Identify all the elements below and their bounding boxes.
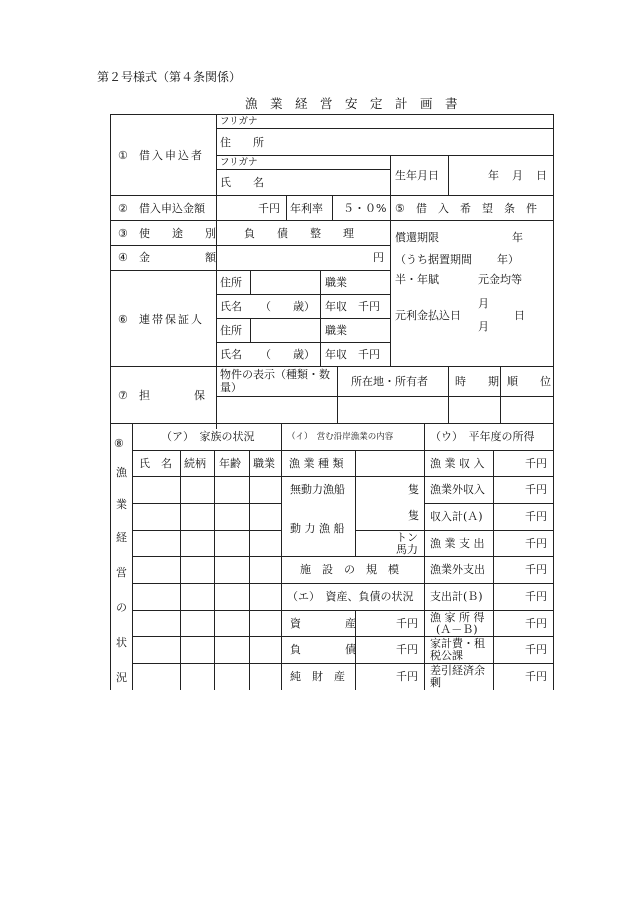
- birth-year: 年: [488, 169, 499, 182]
- status-vertical-3: 経: [116, 531, 127, 544]
- income-title: （ウ） 平年度の所得: [430, 430, 535, 443]
- nonpowered-boat: 無動力漁船: [290, 483, 345, 496]
- guarantor-income-2: 年収 千円: [325, 348, 380, 361]
- income-row-3: 収入計(Ａ): [430, 510, 483, 523]
- divider: [132, 530, 281, 531]
- family-col-relation: 続柄: [184, 457, 206, 470]
- divider: [110, 366, 553, 367]
- nonpowered-unit: 隻: [408, 483, 419, 496]
- divider: [216, 128, 553, 129]
- amount-number: ④: [118, 251, 128, 264]
- income-row-8: 家計費・租: [430, 637, 485, 650]
- status-vertical-7: 況: [116, 671, 127, 684]
- divider: [132, 476, 553, 477]
- net-assets-label: 純 財 産: [290, 670, 345, 683]
- rate-label: 年利率: [290, 202, 323, 215]
- divider: [214, 450, 215, 690]
- income-unit: 千円: [525, 537, 547, 550]
- payment-month-a: 月: [478, 297, 489, 310]
- furigana-label: フリガナ: [220, 116, 258, 127]
- powered-boat: 動 力 漁 船: [290, 522, 345, 535]
- amount-unit: 円: [373, 251, 384, 264]
- powered-unit: 隻: [408, 509, 419, 522]
- name-label: 氏 名: [220, 176, 264, 189]
- divider: [424, 503, 553, 504]
- birth-month: 月: [512, 169, 523, 182]
- guarantor-number: ⑥: [118, 313, 128, 326]
- divider: [320, 270, 321, 366]
- status-number: ⑧: [114, 437, 124, 450]
- income-unit: 千円: [525, 510, 547, 523]
- income-row-5: 漁業外支出: [430, 563, 485, 576]
- divider: [500, 366, 501, 423]
- family-col-age: 年齢: [219, 457, 241, 470]
- collateral-label: 担 保: [139, 389, 205, 402]
- applicant-number: ①: [118, 149, 128, 162]
- loan-number: ②: [118, 202, 128, 215]
- divider: [132, 663, 553, 664]
- semiannual-label: 半・年賦: [395, 273, 439, 286]
- fishery-type: 漁 業 種 類: [289, 457, 344, 470]
- divider: [216, 294, 390, 295]
- equal-label: 元金均等: [478, 273, 522, 286]
- divider: [216, 114, 217, 429]
- furigana-label-2: フリガナ: [220, 157, 258, 168]
- income-unit: 千円: [525, 457, 547, 470]
- guarantor-address-2: 住所: [220, 324, 242, 337]
- divider: [132, 450, 553, 451]
- divider: [132, 610, 553, 611]
- form-title: 漁 業 経 営 安 定 計 画 書: [245, 96, 458, 111]
- divider: [448, 155, 449, 195]
- deferment-label: （うち据置期間: [395, 253, 472, 266]
- divider: [332, 195, 333, 220]
- divider: [250, 318, 251, 342]
- birth-day: 日: [536, 169, 547, 182]
- divider: [132, 556, 553, 557]
- divider: [355, 450, 356, 556]
- collateral-timing: 時 期: [455, 375, 499, 388]
- guarantor-address: 住所: [220, 276, 242, 289]
- income-unit: 千円: [525, 670, 547, 683]
- guarantor-age: （ 歳）: [260, 300, 315, 313]
- divider: [132, 636, 553, 637]
- collateral-location: 所在地・所有者: [351, 375, 428, 388]
- payment-day-label: 元利金払込日: [395, 309, 461, 322]
- fishery-title: （イ） 営む沿岸漁業の内容: [287, 432, 394, 442]
- assets-title: （エ） 資産、負債の状況: [287, 590, 414, 603]
- payment-month-b: 月: [478, 320, 489, 333]
- income-unit: 千円: [525, 617, 547, 630]
- address-label: 住 所: [220, 136, 264, 149]
- liabilities-label: 負 債: [290, 643, 356, 656]
- collateral-number: ⑦: [118, 389, 128, 402]
- guarantor-age-2: （ 歳）: [260, 348, 315, 361]
- family-col-name: 氏 名: [139, 457, 172, 470]
- divider: [286, 195, 287, 220]
- income-unit: 千円: [525, 590, 547, 603]
- liabilities-unit: 千円: [396, 643, 418, 656]
- guarantor-label: 連帯保証人: [139, 313, 204, 326]
- deferment-year: 年）: [497, 253, 519, 266]
- divider: [424, 423, 425, 690]
- family-col-occupation: 職業: [253, 457, 275, 470]
- facility-scale: 施 設 の 規 模: [300, 563, 399, 576]
- collateral-property: 物件の表示（種類・数量）: [220, 368, 330, 394]
- assets-label: 資 産: [290, 617, 356, 630]
- status-vertical-6: 状: [116, 636, 127, 649]
- wish-label: 借 入 希 望 条 件: [416, 202, 537, 215]
- horsepower-unit: 馬力: [396, 543, 418, 556]
- status-vertical-1: 漁: [116, 466, 127, 479]
- divider: [448, 366, 449, 423]
- income-row-4: 漁 業 支 出: [430, 537, 485, 550]
- divider: [216, 342, 390, 343]
- income-row-9: 差引経済余: [430, 664, 485, 677]
- income-row-8b: 税公課: [430, 649, 463, 662]
- divider: [337, 366, 338, 423]
- applicant-label: 借入申込者: [139, 149, 204, 162]
- divider: [250, 270, 251, 294]
- repay-period-year: 年: [512, 231, 523, 244]
- family-title: （ア） 家族の状況: [161, 430, 255, 443]
- divider: [132, 583, 553, 584]
- income-unit: 千円: [525, 483, 547, 496]
- repay-period-label: 償還期限: [395, 231, 439, 244]
- divider: [390, 155, 391, 195]
- income-row-7b: (Ａ－Ｂ): [436, 623, 478, 636]
- divider: [110, 220, 553, 221]
- income-row-9b: 剰: [430, 676, 441, 689]
- net-assets-unit: 千円: [396, 670, 418, 683]
- purpose-number: ③: [118, 227, 128, 240]
- purpose-value: 負 債 整 理: [244, 227, 354, 240]
- table-top-border: [110, 114, 554, 115]
- purpose-label: 使 途 別: [139, 227, 216, 240]
- divider: [216, 169, 390, 170]
- ton-unit: トン: [396, 531, 418, 544]
- collateral-rank: 順 位: [507, 375, 551, 388]
- divider: [281, 423, 282, 690]
- birthdate-label: 生年月日: [395, 169, 439, 182]
- status-vertical-5: の: [116, 601, 127, 614]
- loan-label: 借入申込金額: [139, 202, 205, 215]
- guarantor-income: 年収 千円: [325, 300, 380, 313]
- guarantor-name: 氏名: [220, 300, 242, 313]
- table-left-border: [110, 114, 111, 690]
- guarantor-occupation: 職業: [325, 276, 347, 289]
- divider: [493, 450, 494, 690]
- income-row-6: 支出計(Ｂ): [430, 590, 483, 603]
- status-vertical-4: 営: [116, 566, 127, 579]
- loan-unit: 千円: [258, 202, 280, 215]
- income-row-2: 漁業外収入: [430, 483, 485, 496]
- status-vertical-2: 業: [116, 498, 127, 511]
- divider: [216, 318, 390, 319]
- divider: [216, 155, 553, 156]
- amount-label: 金 額: [139, 251, 216, 264]
- divider: [249, 450, 250, 690]
- income-row-7: 漁 家 所 得: [430, 611, 485, 624]
- income-unit: 千円: [525, 563, 547, 576]
- payment-day: 日: [514, 309, 525, 322]
- divider: [180, 450, 181, 690]
- guarantor-name-2: 氏名: [220, 348, 242, 361]
- wish-number: ⑤: [395, 202, 405, 215]
- rate-value: ５・０%: [343, 202, 387, 215]
- income-unit: 千円: [525, 643, 547, 656]
- form-number: 第２号様式（第４条関係）: [97, 70, 242, 84]
- divider: [355, 530, 553, 531]
- income-row-1: 漁 業 収 入: [430, 457, 485, 470]
- assets-unit: 千円: [396, 617, 418, 630]
- guarantor-occupation-2: 職業: [325, 324, 347, 337]
- divider: [110, 245, 390, 246]
- divider: [216, 396, 553, 397]
- table-right-border: [553, 114, 554, 690]
- divider: [110, 423, 553, 424]
- divider: [132, 503, 281, 504]
